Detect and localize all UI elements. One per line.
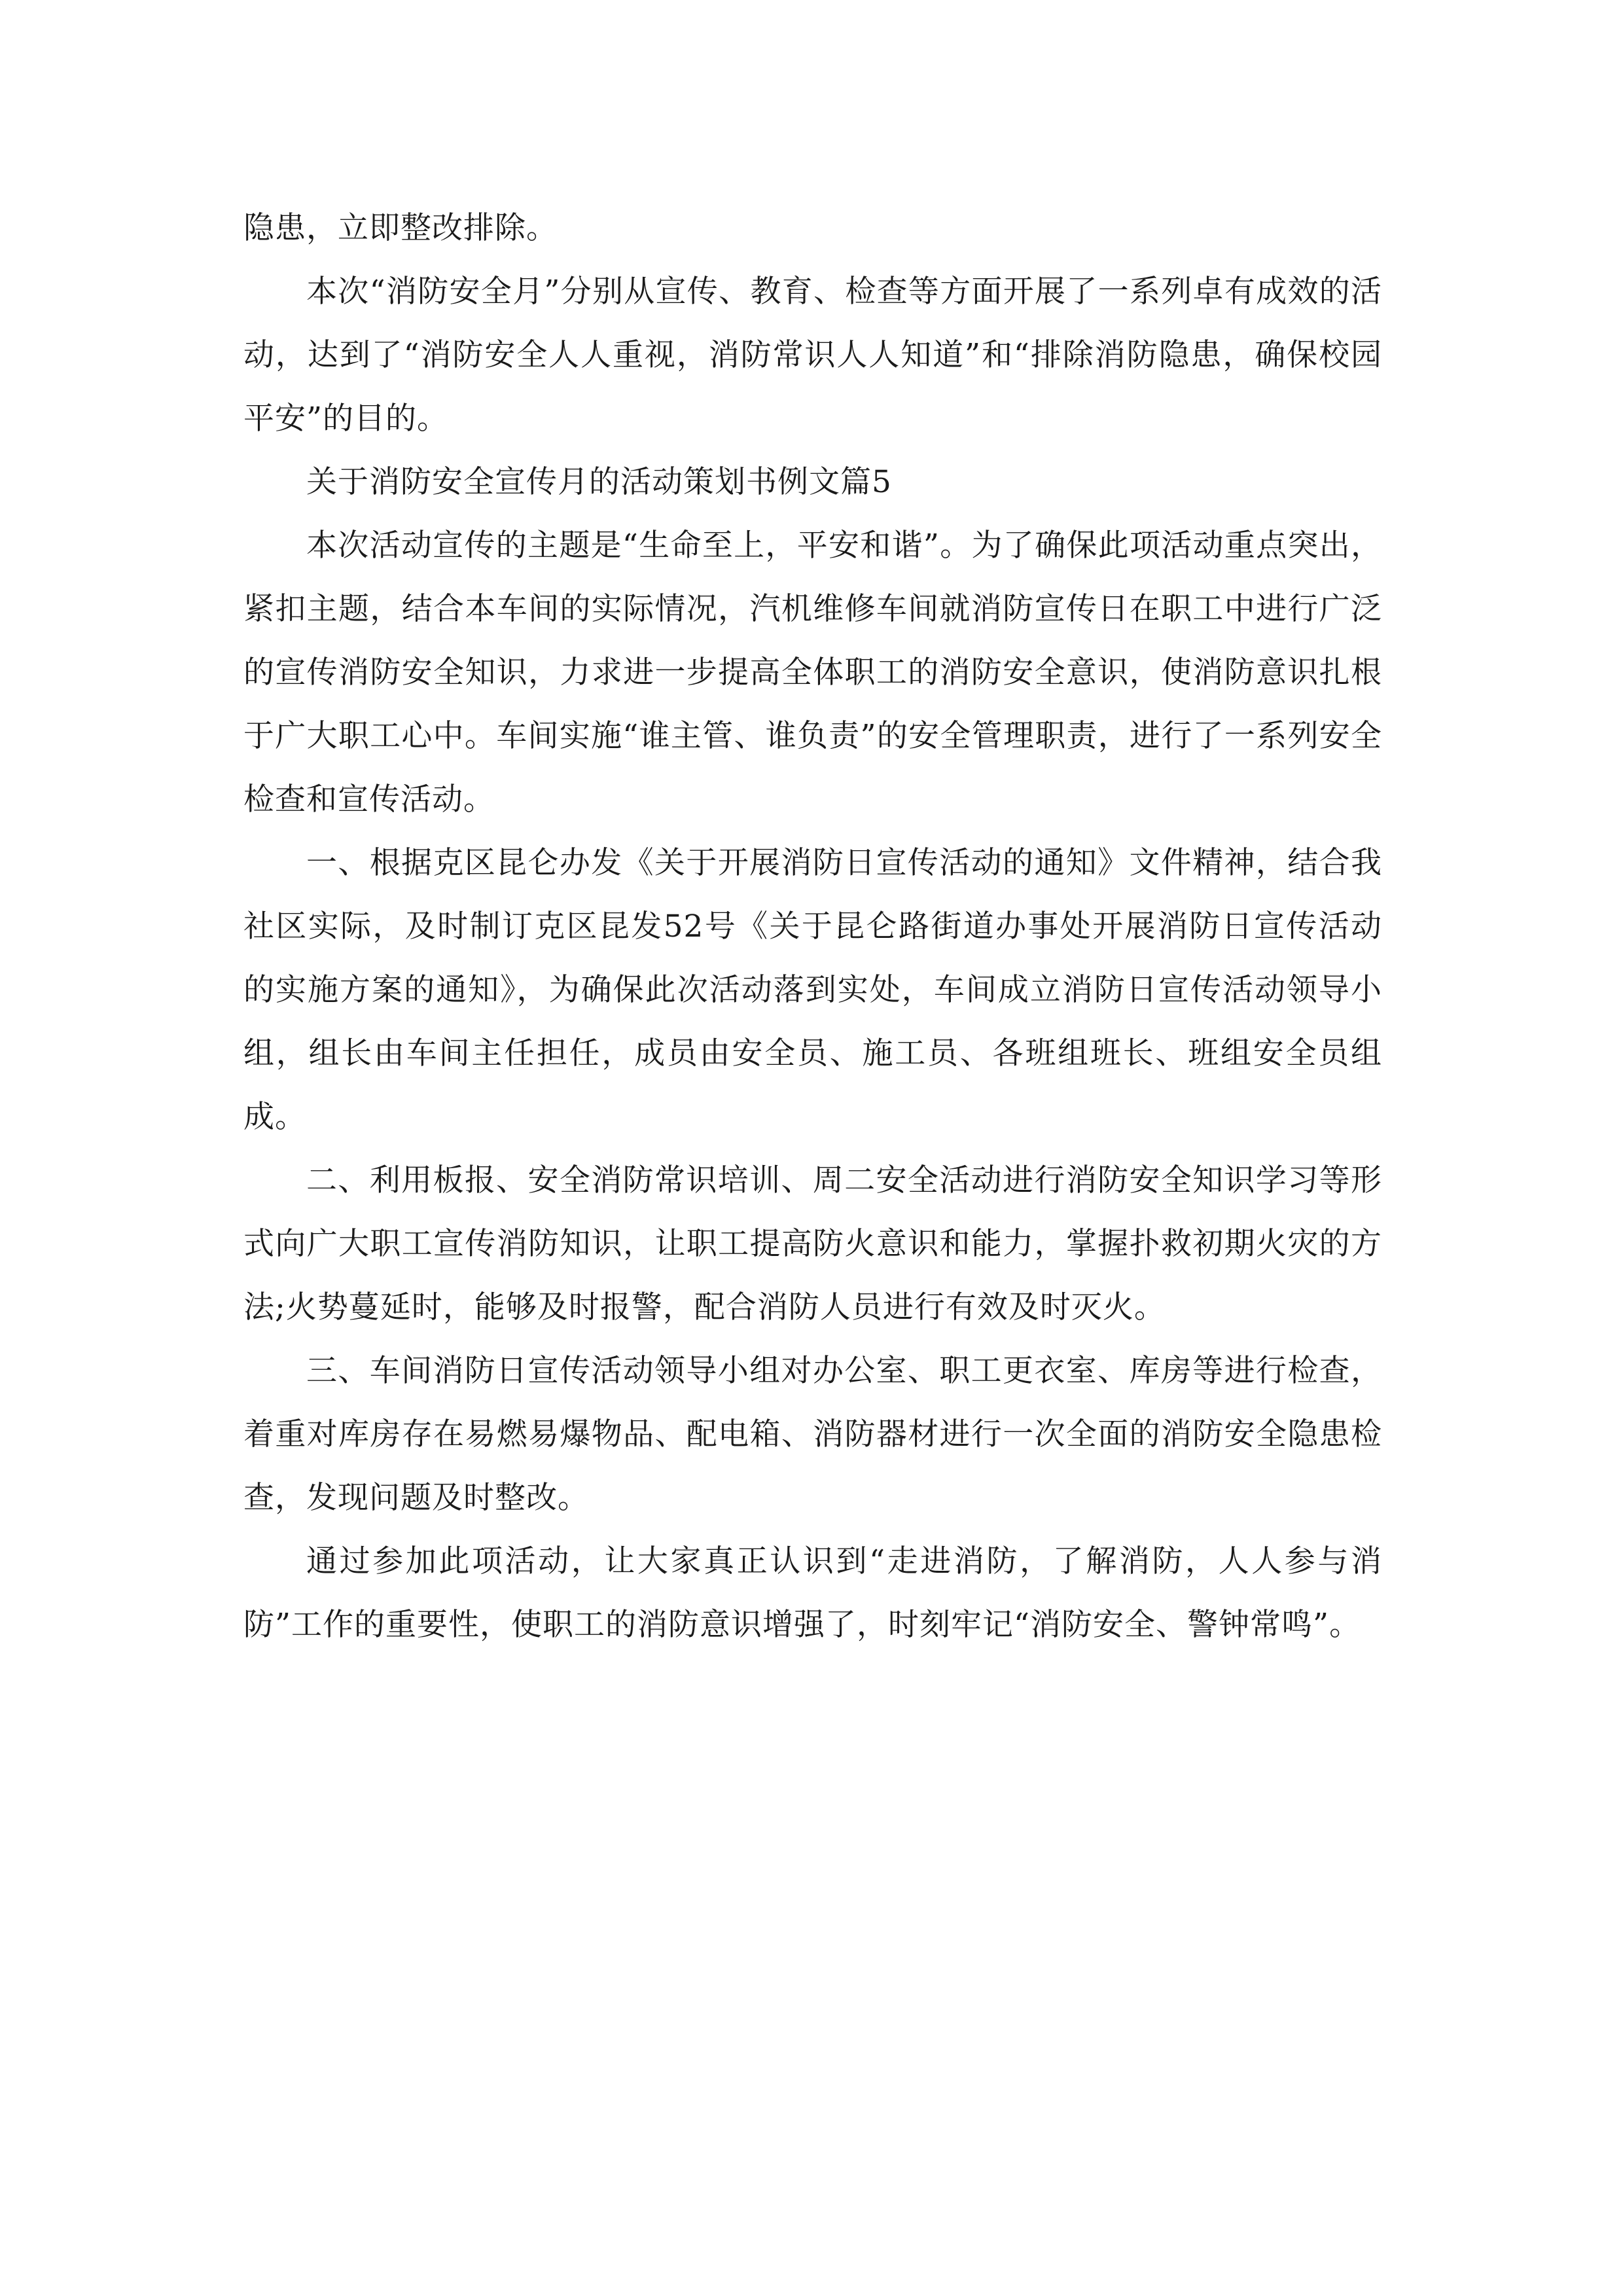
paragraph-4: 本次活动宣传的主题是“生命至上，平安和谐”。为了确保此项活动重点突出，紧扣主题，结合本车间的实际情况，汽机维修车间就消防宣传日在职工中进行广泛的宣传消防安全知识，力求进一步提高全体职工的消防安全意识，使消防意识扎根于广大职工心中。车间实施“谁主管、谁负责”的安全管理职责，进行了一系列安全检查和宣传活动。: [243, 528, 1382, 817]
paragraph-7: 三、车间消防日宣传活动领导小组对办公室、职工更衣室、库房等进行检查，着重对库房存在易燃易爆物品、配电箱、消防器材进行一次全面的消防安全隐患检查，发现问题及时整改。: [243, 1353, 1382, 1516]
paragraph-6: 二、利用板报、安全消防常识培训、周二安全活动进行消防安全知识学习等形式向广大职工宣传消防知识，让职工提高防火意识和能力，掌握扑救初期火灾的方法;火势蔓延时，能够及时报警，配合消防人员进行有效及时灭火。: [243, 1162, 1382, 1325]
document-body: [243, 196, 1382, 1657]
section-heading: 关于消防安全宣传月的活动策划书例文篇5: [306, 464, 892, 500]
paragraph-2: 本次“消防安全月”分别从宣传、教育、检查等方面开展了一系列卓有成效的活动，达到了“消防安全人人重视，消防常识人人知道”和“排除消防隐患，确保校园平安”的目的。: [243, 274, 1382, 437]
paragraph-1: 隐患，立即整改排除。: [243, 210, 558, 246]
paragraph-5: 一、根据克区昆仑办发《关于开展消防日宣传活动的通知》文件精神，结合我社区实际，及时制订克区昆发52号《关于昆仑路街道办事处开展消防日宣传活动的实施方案的通知》，为确保此次活动落到实处，车间成立消防日宣传活动领导小组，组长由车间主任担任，成员由安全员、施工员、各班组班长、班组安全员组成。: [243, 845, 1382, 1135]
paragraph-8: 通过参加此项活动，让大家真正认识到“走进消防，了解消防，人人参与消防”工作的重要性，使职工的消防意识增强了，时刻牢记“消防安全、警钟常鸣”。: [243, 1543, 1382, 1643]
